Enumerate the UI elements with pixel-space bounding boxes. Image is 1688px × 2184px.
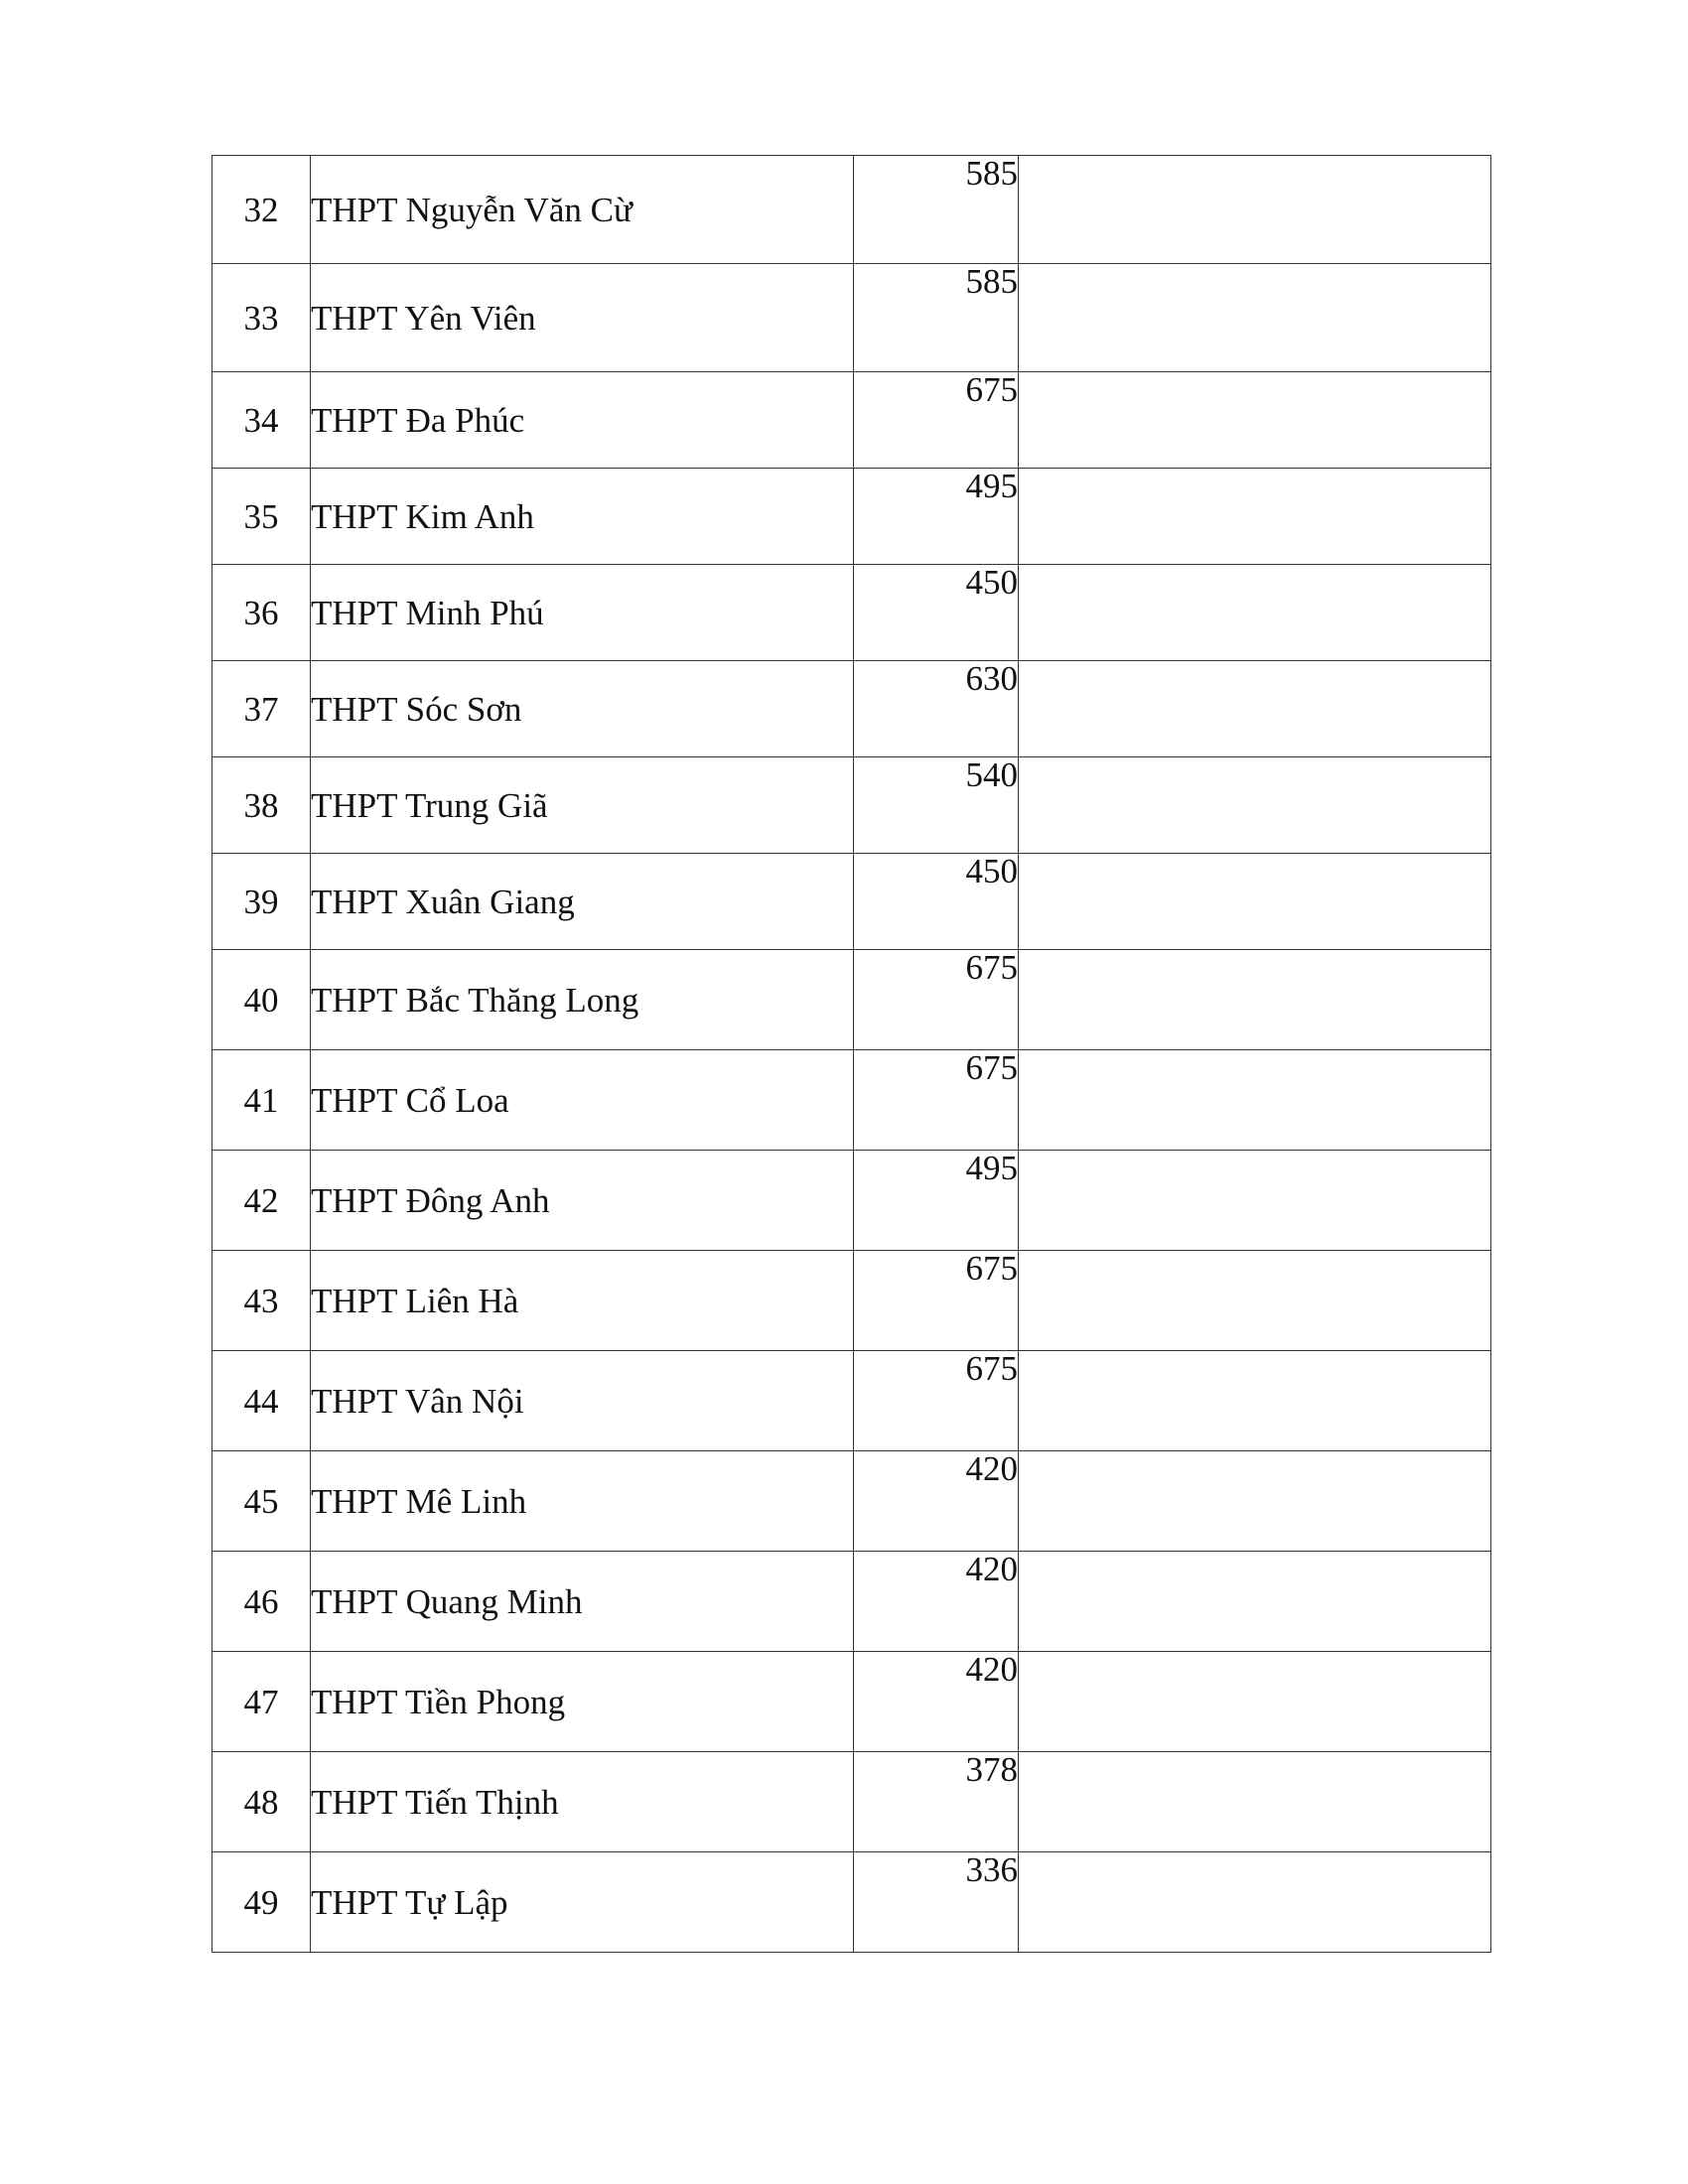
table-row — [212, 1852, 1491, 1953]
note-cell — [1019, 565, 1491, 661]
table-row — [212, 854, 1491, 950]
school-name: THPT Tiến Thịnh — [311, 1752, 854, 1852]
note-cell — [1019, 1852, 1491, 1953]
note-cell — [1019, 1652, 1491, 1752]
table-body — [212, 156, 1491, 1953]
school-name: THPT Liên Hà — [311, 1251, 854, 1351]
note-cell — [1019, 1752, 1491, 1852]
row-number: 33 — [212, 264, 311, 372]
quota-value: 585 — [854, 156, 1019, 264]
table-row — [212, 469, 1491, 565]
school-name: THPT Kim Anh — [311, 469, 854, 565]
school-name: THPT Đa Phúc — [311, 372, 854, 469]
note-cell — [1019, 854, 1491, 950]
quota-value: 675 — [854, 1050, 1019, 1151]
school-name: THPT Nguyễn Văn Cừ — [311, 156, 854, 264]
school-name: THPT Sóc Sơn — [311, 661, 854, 757]
note-cell — [1019, 1451, 1491, 1552]
note-cell — [1019, 1251, 1491, 1351]
school-name: THPT Yên Viên — [311, 264, 854, 372]
note-cell — [1019, 950, 1491, 1050]
table-row — [212, 757, 1491, 854]
note-cell — [1019, 1151, 1491, 1251]
quota-value: 336 — [854, 1852, 1019, 1953]
quota-value: 675 — [854, 1351, 1019, 1451]
table-row — [212, 264, 1491, 372]
table-row — [212, 1652, 1491, 1752]
school-name: THPT Đông Anh — [311, 1151, 854, 1251]
quota-value: 420 — [854, 1451, 1019, 1552]
table-row — [212, 372, 1491, 469]
row-number: 42 — [212, 1151, 311, 1251]
note-cell — [1019, 757, 1491, 854]
note-cell — [1019, 1050, 1491, 1151]
table-row — [212, 1752, 1491, 1852]
school-name: THPT Quang Minh — [311, 1552, 854, 1652]
row-number: 34 — [212, 372, 311, 469]
quota-value: 675 — [854, 950, 1019, 1050]
row-number: 38 — [212, 757, 311, 854]
table-row — [212, 1050, 1491, 1151]
table-row — [212, 156, 1491, 264]
table-row — [212, 1552, 1491, 1652]
row-number: 49 — [212, 1852, 311, 1953]
note-cell — [1019, 469, 1491, 565]
school-name: THPT Mê Linh — [311, 1451, 854, 1552]
row-number: 44 — [212, 1351, 311, 1451]
row-number: 45 — [212, 1451, 311, 1552]
quota-value: 675 — [854, 1251, 1019, 1351]
school-name: THPT Cổ Loa — [311, 1050, 854, 1151]
row-number: 46 — [212, 1552, 311, 1652]
row-number: 47 — [212, 1652, 311, 1752]
row-number: 35 — [212, 469, 311, 565]
school-name: THPT Vân Nội — [311, 1351, 854, 1451]
school-name: THPT Tiền Phong — [311, 1652, 854, 1752]
quota-value: 585 — [854, 264, 1019, 372]
quota-value: 495 — [854, 469, 1019, 565]
row-number: 48 — [212, 1752, 311, 1852]
table-row — [212, 1151, 1491, 1251]
quota-value: 630 — [854, 661, 1019, 757]
school-name: THPT Tự Lập — [311, 1852, 854, 1953]
note-cell — [1019, 1552, 1491, 1652]
quota-value: 420 — [854, 1652, 1019, 1752]
quota-value: 420 — [854, 1552, 1019, 1652]
school-name: THPT Minh Phú — [311, 565, 854, 661]
table-row — [212, 661, 1491, 757]
school-name: THPT Bắc Thăng Long — [311, 950, 854, 1050]
row-number: 40 — [212, 950, 311, 1050]
quota-value: 450 — [854, 565, 1019, 661]
quota-value: 450 — [854, 854, 1019, 950]
note-cell — [1019, 661, 1491, 757]
note-cell — [1019, 264, 1491, 372]
row-number: 32 — [212, 156, 311, 264]
table-row — [212, 950, 1491, 1050]
row-number: 41 — [212, 1050, 311, 1151]
note-cell — [1019, 156, 1491, 264]
table-row — [212, 1251, 1491, 1351]
quota-value: 378 — [854, 1752, 1019, 1852]
row-number: 37 — [212, 661, 311, 757]
table-row — [212, 565, 1491, 661]
row-number: 43 — [212, 1251, 311, 1351]
quota-value: 540 — [854, 757, 1019, 854]
note-cell — [1019, 1351, 1491, 1451]
row-number: 39 — [212, 854, 311, 950]
row-number: 36 — [212, 565, 311, 661]
school-quota-table — [211, 155, 1491, 1953]
quota-value: 675 — [854, 372, 1019, 469]
note-cell — [1019, 372, 1491, 469]
school-name: THPT Xuân Giang — [311, 854, 854, 950]
table-row — [212, 1451, 1491, 1552]
table-row — [212, 1351, 1491, 1451]
quota-value: 495 — [854, 1151, 1019, 1251]
school-name: THPT Trung Giã — [311, 757, 854, 854]
